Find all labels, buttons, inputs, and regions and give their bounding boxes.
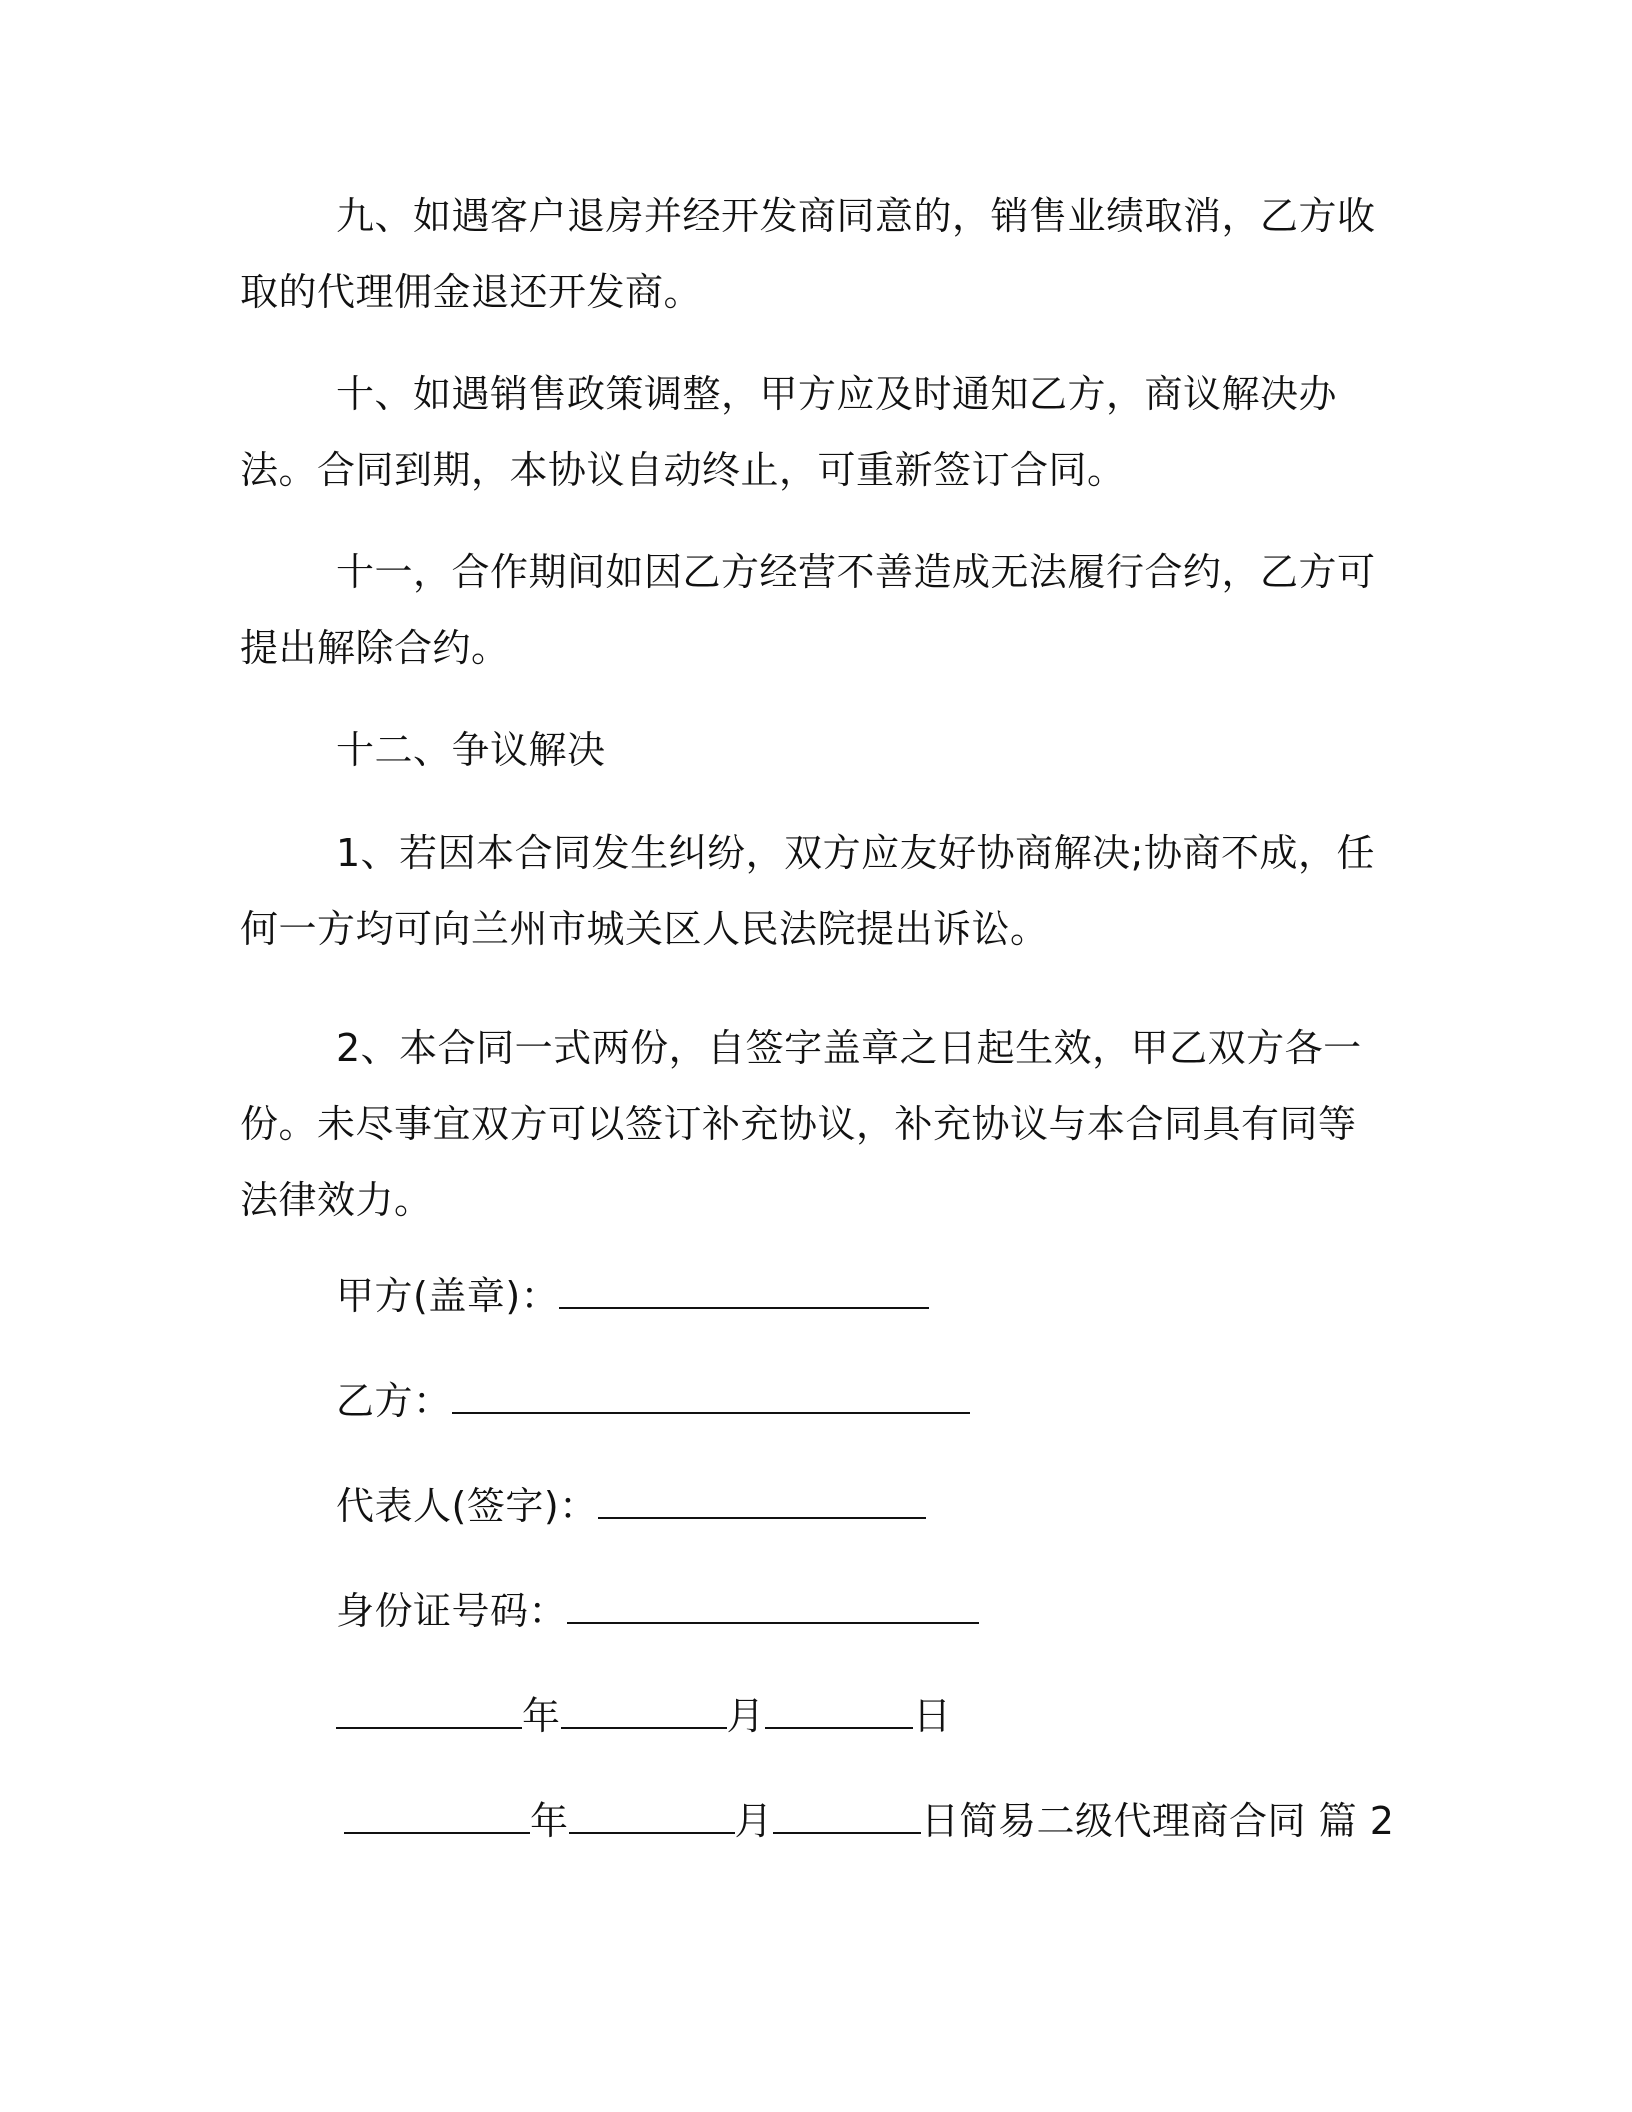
id-number-line [336,1573,979,1649]
date-line [336,1678,952,1754]
clause-11: 十一，合作期间如因乙方经营不善造成无法履行合约，乙方可提出解除合约。 [240,550,1376,670]
year-label-2: 年 [530,1799,569,1843]
year-label: 年 [522,1694,561,1738]
day-blank [765,1693,913,1729]
date-line-2 [344,1783,1394,1859]
day-blank-2 [773,1798,921,1834]
day-and-next-title: 日简易二级代理商合同 篇 2 [921,1799,1395,1843]
month-label-2: 月 [734,1799,774,1843]
clause-12-item-1: 1、若因本合同发生纠纷，双方应友好协商解决;协商不成，任何一方均可向兰州市城关区人民法院提出诉讼。 [240,831,1375,951]
clause-12-item-2: 2、本合同一式两份，自签字盖章之日起生效，甲乙双方各一份。未尽事宜双方可以签订补充协议，补充协议与本合同具有同等法律效力。 [240,1026,1362,1222]
party-a-signature-line [336,1258,929,1334]
clause-9: 九、如遇客户退房并经开发商同意的，销售业绩取消，乙方收取的代理佣金退还开发商。 [240,194,1376,314]
year-blank-2 [344,1798,530,1834]
clause-12-heading: 十二、争议解决 [336,728,606,772]
party-a-label: 甲方(盖章)： [336,1274,560,1318]
representative-blank [598,1483,926,1519]
party-b-signature-line [336,1363,970,1439]
month-label: 月 [726,1694,766,1738]
party-b-blank [452,1378,970,1414]
id-number-label: 身份证号码： [336,1589,568,1633]
representative-signature-line [336,1468,926,1544]
party-a-blank [559,1273,929,1309]
month-blank-2 [569,1798,735,1834]
day-label: 日 [913,1694,952,1738]
representative-label: 代表人(签字)： [336,1484,598,1528]
party-b-label: 乙方： [336,1379,452,1423]
id-number-blank [567,1588,979,1624]
clause-10: 十、如遇销售政策调整，甲方应及时通知乙方，商议解决办法。合同到期，本协议自动终止，可重新签订合同。 [240,372,1338,492]
year-blank [336,1693,522,1729]
month-blank [561,1693,727,1729]
